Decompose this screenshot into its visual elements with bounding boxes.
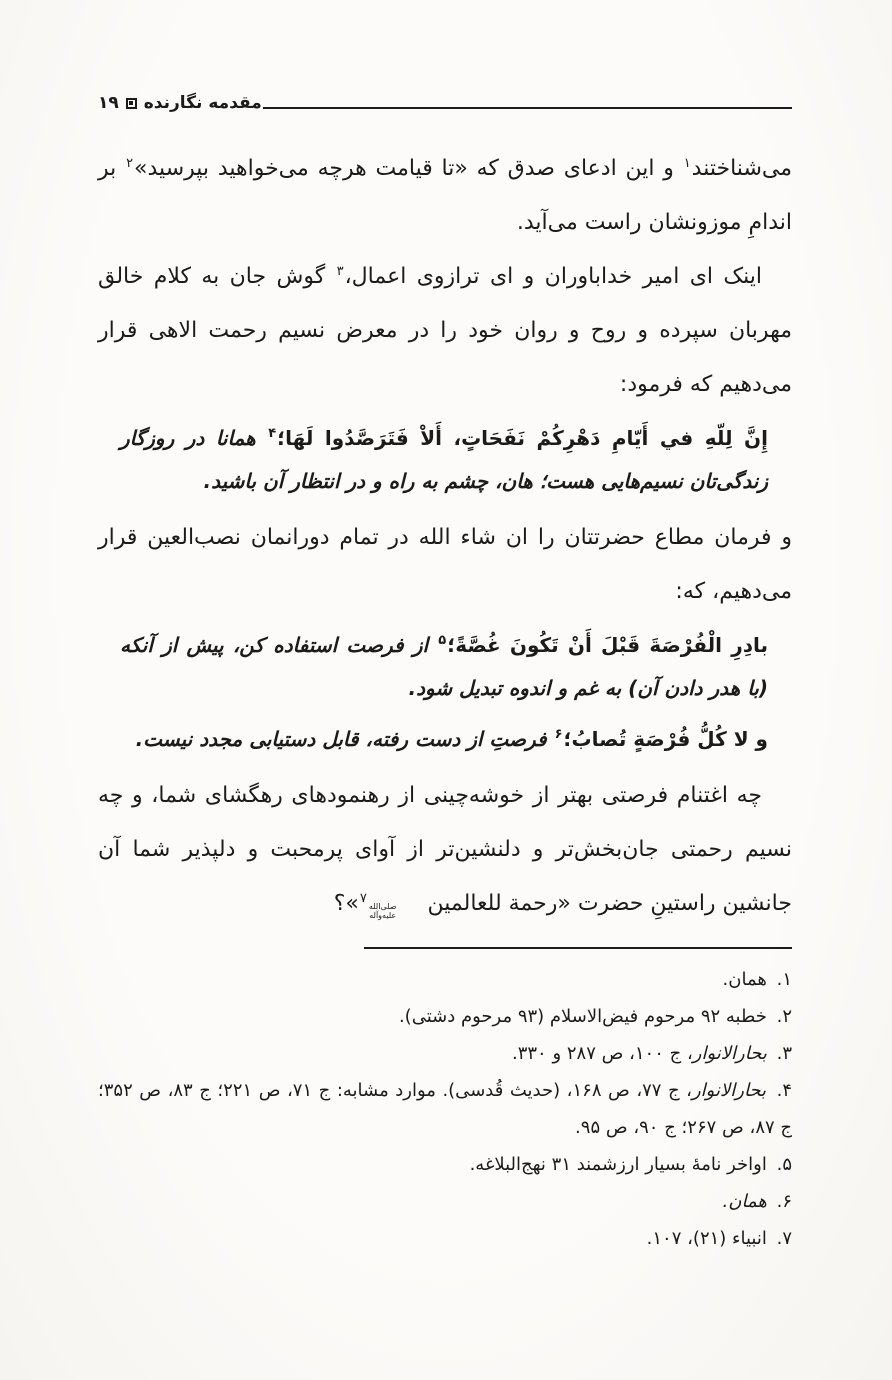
- footnote-text-italic: همان.: [722, 1191, 767, 1212]
- footnote-book-title: بحارالانوار: [691, 1080, 767, 1101]
- body-run: گوش جان به کلام خالق مهربان سپرده و روح و روان خود را در معرض نسیم رحمت الاهی قرار می‌دهیم که فرمود:: [98, 264, 792, 397]
- body-run: چه اغتنام فرصتی بهتر از خوشه‌چینی از رهنمودهای رهگشای شما، و چه نسیم رحمتی جان‌بخش‌تر و دلنشین‌تر از آوای پرمحبت و دلپذیر شما آن جانشین راستینِ حضرت «رحمة للعالمین: [98, 783, 792, 916]
- footnote-text: اواخر نامهٔ بسیار ارزشمند ۳۱ نهج‌البلاغه.: [469, 1154, 773, 1175]
- body-run: اینک ای امیر خداباوران و ای ترازوی اعمال،: [344, 264, 762, 289]
- footnote-number: ۳.: [776, 1043, 792, 1064]
- quote-arabic: بادِرِ الْفُرْصَةَ قَبْلَ أَنْ تَكُونَ غُصَّةً؛: [447, 633, 768, 657]
- paragraph-address: [98, 250, 792, 412]
- footnote-text: همان.: [722, 969, 773, 990]
- footnote-text: ، ج ۱۰۰، ص ۲۸۷ و ۳۳۰.: [511, 1043, 693, 1064]
- footnote-4: [98, 1072, 792, 1146]
- section-square-icon: [126, 98, 137, 109]
- quote-arabic: إِنَّ لِلّهِ في أَیّامِ دَهْرِكُمْ نَفَحَاتٍ، أَلاْ فَتَرَصَّدُوا لَهَا؛: [277, 426, 768, 450]
- footnote-5: [98, 1146, 792, 1183]
- quote-translation: همانا در روزگار زندگی‌تان نسیم‌هایی هست؛ هان، چشم به راه و در انتظار آن باشید.: [120, 426, 768, 493]
- quote-badir-alforsa: [120, 624, 768, 710]
- footnote-3: [98, 1035, 792, 1072]
- footnote-1: [98, 961, 792, 998]
- body-run: و این ادعای صدق که «تا قیامت هرچه می‌خواهید بپرسید»: [134, 156, 683, 181]
- body-run: می‌شناختند: [691, 156, 792, 181]
- quote-translation: از فرصت استفاده کن، پیش از آنکه (با هدر دادن آن) به غم و اندوه تبدیل شود.: [120, 633, 768, 700]
- paragraph-closing: [98, 769, 792, 931]
- footnote-6: [98, 1183, 792, 1220]
- footnote-separator: [364, 947, 792, 949]
- body-run: »؟: [333, 891, 359, 916]
- salawat-honorific-icon: [369, 902, 427, 920]
- paragraph-command: و فرمان مطاع حضرتتان را ان شاء الله در تمام دورانمان نصب‌العین قرار می‌دهیم، که:: [98, 525, 792, 604]
- footnote-book-title: بحارالانوار: [692, 1043, 767, 1064]
- footnote-ref-1: ۱: [683, 156, 691, 171]
- header-rule: [263, 107, 792, 109]
- quote-la-koll-forsa: [120, 718, 768, 761]
- footnote-number: ۴.: [776, 1080, 793, 1101]
- header-text: [98, 93, 263, 113]
- footnote-ref-2: ۲: [126, 156, 134, 171]
- footnote-ref-7: ۷: [359, 891, 367, 906]
- page-number: ۱۹: [98, 93, 119, 113]
- footnote-number: ۷.: [776, 1228, 792, 1249]
- quote-nafahat: [120, 417, 768, 503]
- honorific-bottom: علیه‌وآله: [369, 911, 397, 920]
- footnote-text: ، ج ۷۷، ص ۱۶۸، (حدیث قُدسی). موارد مشابه: ج ۷۱، ص ۲۲۱؛ ج ۸۳، ص ۳۵۲؛ ج ۸۷، ص ۲۶۷؛ ج ۹۰، ص ۹۵.: [98, 1080, 792, 1138]
- footnote-number: ۵.: [776, 1154, 792, 1175]
- footnote-number: ۲.: [776, 1006, 792, 1027]
- footnote-ref-5: ۵: [438, 633, 447, 648]
- honorific-top: صلی‌الله: [368, 902, 397, 911]
- footnote-text: خطبه ۹۲ مرحوم فیض‌الاسلام (۹۳ مرحوم دشتی).: [398, 1006, 773, 1027]
- footnote-2: [98, 998, 792, 1035]
- footnote-text: [767, 1191, 773, 1212]
- footnote-ref-3: ۳: [336, 264, 344, 279]
- paragraph-continuation: [98, 142, 792, 250]
- body-run: بر اندامِ موزونشان راست می‌آید.: [98, 156, 792, 235]
- running-head-title: مقدمه نگارنده: [143, 93, 262, 113]
- body-text: [98, 142, 792, 931]
- quote-arabic: و لا كُلُّ فُرْصَةٍ تُصابُ؛: [563, 727, 768, 751]
- page-header: [98, 90, 792, 116]
- footnote-number: ۶.: [776, 1191, 792, 1212]
- footnote-ref-4: ۴: [268, 426, 277, 441]
- footnote-ref-6: ۶: [554, 727, 563, 742]
- quote-translation: فرصتِ از دست رفته، قابل دستیابی مجدد نیست.: [135, 727, 554, 751]
- footnote-7: [98, 1220, 792, 1257]
- footnote-number: ۱.: [776, 969, 792, 990]
- footnote-text: انبیاء (۲۱)، ۱۰۷.: [646, 1228, 773, 1249]
- footnotes-section: [98, 947, 792, 1257]
